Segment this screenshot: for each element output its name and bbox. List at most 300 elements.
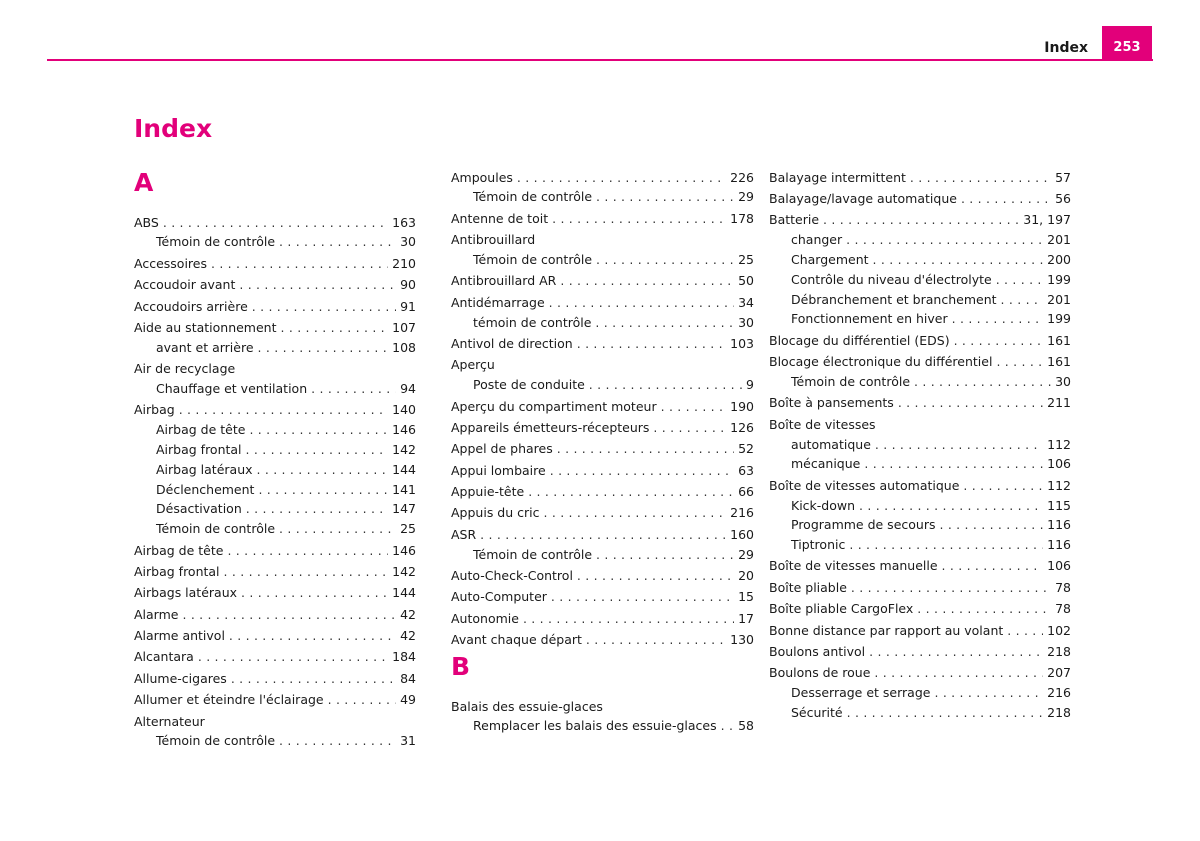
index-term: Accoudoirs arrière [134, 298, 248, 314]
index-entry [134, 359, 416, 379]
dot-leader [249, 420, 388, 440]
page-reference: 140 [392, 402, 416, 418]
index-term: Boîte pliable CargoFlex [769, 601, 914, 617]
index-term: Accessoires [134, 255, 207, 271]
page-reference: 107 [392, 319, 416, 335]
index-subentry [451, 375, 754, 395]
index-entry [134, 297, 416, 317]
index-subentry [451, 545, 754, 565]
page-reference: 199 [1047, 271, 1071, 287]
index-subentry [769, 270, 1071, 290]
index-term: Témoin de contrôle [473, 189, 593, 205]
page-reference: 190 [730, 398, 754, 414]
dot-leader [961, 189, 1051, 209]
dot-leader [996, 270, 1043, 290]
index-letter-heading: B [451, 652, 471, 682]
page-reference: 25 [738, 251, 754, 267]
page-reference: 144 [392, 461, 416, 477]
index-column-3 [769, 166, 1071, 723]
index-term: Poste de conduite [473, 377, 585, 393]
index-entry [769, 189, 1071, 209]
dot-leader [939, 515, 1043, 535]
index-term: Blocage du différentiel (EDS) [769, 332, 950, 348]
dot-leader [873, 250, 1044, 270]
index-term: Témoin de contrôle [473, 251, 593, 267]
page-reference: 226 [730, 169, 754, 185]
dot-leader [864, 454, 1043, 474]
dot-leader [279, 232, 396, 252]
page-reference: 78 [1055, 579, 1071, 595]
index-term: Appareils émetteurs-récepteurs [451, 419, 650, 435]
index-term: Boîte pliable [769, 579, 847, 595]
index-term: Chauffage et ventilation [156, 380, 308, 396]
index-term: mécanique [791, 456, 861, 472]
index-term: Fonctionnement en hiver [791, 311, 948, 327]
index-term: Appui lombaire [451, 462, 546, 478]
dot-leader [557, 439, 734, 459]
index-subentry [769, 250, 1071, 270]
index-entry [134, 562, 416, 582]
index-term: Airbag [134, 402, 175, 418]
index-term: Airbag frontal [156, 441, 242, 457]
page-reference: 207 [1047, 665, 1071, 681]
index-subentry [134, 731, 416, 751]
dot-leader [859, 496, 1043, 516]
index-term: Témoin de contrôle [156, 234, 276, 250]
dot-leader [847, 703, 1044, 723]
page-reference: 216 [730, 505, 754, 521]
page-reference: 25 [400, 521, 416, 537]
dot-leader [851, 578, 1051, 598]
dot-leader [577, 334, 726, 354]
dot-leader [589, 375, 742, 395]
index-term: Boulons antivol [769, 644, 866, 660]
index-entry [451, 609, 754, 629]
index-subentry [134, 499, 416, 519]
index-term: Desserrage et serrage [791, 685, 931, 701]
page-reference: 126 [730, 419, 754, 435]
dot-leader [544, 503, 727, 523]
page-reference: 163 [392, 214, 416, 230]
dot-leader [182, 605, 396, 625]
index-entry [769, 210, 1071, 230]
dot-leader [211, 254, 388, 274]
index-subentry [769, 230, 1071, 250]
index-term: Contrôle du niveau d'électrolyte [791, 271, 992, 287]
dot-leader [246, 440, 389, 460]
index-entry [769, 599, 1071, 619]
index-term: avant et arrière [156, 339, 254, 355]
page-reference: 91 [400, 298, 416, 314]
dot-leader [954, 331, 1044, 351]
page-reference: 108 [392, 339, 416, 355]
index-entry [451, 525, 754, 545]
dot-leader [1001, 290, 1044, 310]
dot-leader [849, 535, 1043, 555]
index-entry [769, 168, 1071, 188]
index-term: Batterie [769, 212, 820, 228]
index-subentry [769, 290, 1071, 310]
page-reference: 184 [392, 649, 416, 665]
index-term: Témoin de contrôle [473, 546, 593, 562]
index-term: Remplacer les balais des essuie-glaces [473, 718, 717, 734]
index-term: Chargement [791, 251, 869, 267]
dot-leader [258, 338, 389, 358]
page-reference: 84 [400, 670, 416, 686]
index-term: Airbag latéraux [156, 461, 253, 477]
index-entry [451, 439, 754, 459]
page-reference: 30 [400, 234, 416, 250]
dot-leader [279, 519, 396, 539]
page-reference: 31 [400, 733, 416, 749]
index-term: Alternateur [134, 713, 205, 729]
index-term: Allume-cigares [134, 670, 227, 686]
index-term: Boulons de roue [769, 665, 871, 681]
dot-leader [246, 499, 388, 519]
index-entry [134, 690, 416, 710]
page-reference: 102 [1047, 622, 1071, 638]
index-term: Kick-down [791, 497, 856, 513]
index-entry [451, 355, 754, 375]
index-subentry [769, 515, 1071, 535]
index-subentry [134, 480, 416, 500]
page-reference: 161 [1047, 354, 1071, 370]
index-entry [769, 556, 1071, 576]
index-term: Bonne distance par rapport au volant [769, 622, 1004, 638]
index-subentry [769, 703, 1071, 723]
index-entry [134, 541, 416, 561]
index-term: Antivol de direction [451, 335, 573, 351]
index-term: Allumer et éteindre l'éclairage [134, 692, 324, 708]
page-reference: 116 [1047, 537, 1071, 553]
index-term: Air de recyclage [134, 361, 236, 377]
index-entry [769, 352, 1071, 372]
dot-leader [179, 400, 388, 420]
running-header-label: Index [1044, 40, 1088, 56]
index-term: Autonomie [451, 610, 519, 626]
index-subentry [769, 454, 1071, 474]
index-subentry [769, 535, 1071, 555]
index-entry [769, 476, 1071, 496]
page-reference: 210 [392, 255, 416, 271]
dot-leader [229, 626, 396, 646]
dot-leader [257, 460, 389, 480]
index-entry [134, 712, 416, 732]
page-reference: 211 [1047, 395, 1071, 411]
index-subentry [134, 338, 416, 358]
page-reference: 147 [392, 501, 416, 517]
page-reference: 42 [400, 628, 416, 644]
dot-leader [239, 275, 396, 295]
index-term: automatique [791, 436, 871, 452]
index-entry [451, 168, 754, 188]
index-entry [134, 213, 416, 233]
index-term: Accoudoir avant [134, 277, 236, 293]
index-subentry [769, 309, 1071, 329]
page-reference: 90 [400, 277, 416, 293]
dot-leader [934, 683, 1043, 703]
dot-leader [279, 731, 396, 751]
dot-leader [846, 230, 1043, 250]
index-entry [451, 503, 754, 523]
page-title: Index [134, 114, 213, 143]
page-reference: 115 [1047, 497, 1071, 513]
index-subentry [134, 420, 416, 440]
index-term: Boîte de vitesses manuelle [769, 558, 938, 574]
index-term: Antidémarrage [451, 294, 545, 310]
page-reference: 199 [1047, 311, 1071, 327]
page-reference: 56 [1055, 190, 1071, 206]
dot-leader [241, 583, 388, 603]
index-entry [769, 621, 1071, 641]
page-reference: 49 [400, 692, 416, 708]
dot-leader [586, 630, 726, 650]
index-entry [134, 400, 416, 420]
index-term: ABS [134, 214, 159, 230]
index-subentry [451, 187, 754, 207]
index-term: Témoin de contrôle [791, 373, 911, 389]
index-term: Antibrouillard AR [451, 273, 557, 289]
index-term: Balais des essuie-glaces [451, 698, 603, 714]
dot-leader [227, 541, 388, 561]
index-entry [134, 254, 416, 274]
index-term: Airbags latéraux [134, 585, 238, 601]
dot-leader [595, 313, 734, 333]
dot-leader [917, 599, 1051, 619]
index-term: Balayage/lavage automatique [769, 190, 957, 206]
dot-leader [480, 525, 726, 545]
index-term: témoin de contrôle [473, 314, 592, 330]
index-entry [134, 669, 416, 689]
index-subentry [769, 683, 1071, 703]
dot-leader [653, 418, 726, 438]
index-term: ASR [451, 526, 477, 542]
index-term: Témoin de contrôle [156, 521, 276, 537]
dot-leader [528, 482, 734, 502]
index-subentry [769, 372, 1071, 392]
index-term: Appuis du cric [451, 505, 540, 521]
dot-leader [596, 545, 734, 565]
page-reference: 130 [730, 632, 754, 648]
dot-leader [823, 210, 1019, 230]
dot-leader [898, 393, 1043, 413]
page-reference: 146 [392, 422, 416, 438]
page-reference: 15 [738, 589, 754, 605]
dot-leader [163, 213, 388, 233]
index-term: Auto-Check-Control [451, 568, 573, 584]
index-entry [451, 230, 754, 250]
page-reference: 78 [1055, 601, 1071, 617]
dot-leader [952, 309, 1044, 329]
page-reference: 116 [1047, 517, 1071, 533]
index-term: Antibrouillard [451, 232, 536, 248]
dot-leader [224, 562, 389, 582]
dot-leader [517, 168, 726, 188]
index-term: Boîte à pansements [769, 395, 894, 411]
index-subentry [134, 379, 416, 399]
page-reference: 50 [738, 273, 754, 289]
index-entry [451, 418, 754, 438]
dot-leader [875, 435, 1043, 455]
index-entry [134, 605, 416, 625]
index-entry [134, 647, 416, 667]
page-reference: 31, 197 [1023, 212, 1071, 228]
dot-leader [328, 690, 396, 710]
dot-leader [552, 209, 726, 229]
index-term: Blocage électronique du différentiel [769, 354, 993, 370]
page-reference: 201 [1047, 232, 1071, 248]
page-number-badge: 253 [1102, 26, 1152, 60]
index-entry [134, 275, 416, 295]
page-reference: 142 [392, 441, 416, 457]
index-term: Alcantara [134, 649, 194, 665]
page-reference: 63 [738, 462, 754, 478]
page-reference: 112 [1047, 477, 1071, 493]
dot-leader [963, 476, 1043, 496]
index-term: Appuie-tête [451, 484, 525, 500]
page-reference: 66 [738, 484, 754, 500]
index-term: Airbag de tête [156, 422, 246, 438]
index-entry [451, 697, 754, 717]
index-term: Tiptronic [791, 537, 846, 553]
index-term: Déclenchement [156, 481, 255, 497]
page-reference: 52 [738, 441, 754, 457]
page-reference: 30 [1055, 373, 1071, 389]
page-reference: 94 [400, 380, 416, 396]
page-reference: 160 [730, 526, 754, 542]
index-term: Ampoules [451, 169, 513, 185]
page-reference: 200 [1047, 251, 1071, 267]
index-entry [769, 578, 1071, 598]
index-subentry [134, 440, 416, 460]
index-term: Aperçu [451, 357, 495, 373]
page-reference: 161 [1047, 332, 1071, 348]
dot-leader [550, 461, 734, 481]
page-reference: 42 [400, 606, 416, 622]
index-entry [769, 642, 1071, 662]
index-entry [451, 293, 754, 313]
index-entry [451, 630, 754, 650]
page-reference: 103 [730, 335, 754, 351]
index-entry [451, 566, 754, 586]
index-entry [451, 271, 754, 291]
index-subentry [451, 313, 754, 333]
page-reference: 106 [1047, 558, 1071, 574]
index-term: changer [791, 232, 843, 248]
index-term: Débranchement et branchement [791, 291, 997, 307]
index-term: Alarme antivol [134, 628, 225, 644]
dot-leader [942, 556, 1044, 576]
index-entry [451, 482, 754, 502]
page-reference: 201 [1047, 291, 1071, 307]
dot-leader [252, 297, 396, 317]
index-subentry [134, 460, 416, 480]
index-subentry [134, 232, 416, 252]
dot-leader [1007, 621, 1043, 641]
index-term: Désactivation [156, 501, 242, 517]
header-rule [47, 59, 1153, 61]
index-term: Airbag de tête [134, 542, 224, 558]
dot-leader [721, 716, 734, 736]
dot-leader [869, 642, 1043, 662]
dot-leader [996, 352, 1043, 372]
index-entry [769, 663, 1071, 683]
index-term: Alarme [134, 606, 179, 622]
index-term: Aperçu du compartiment moteur [451, 398, 657, 414]
index-entry [769, 331, 1071, 351]
dot-leader [596, 250, 734, 270]
page-reference: 30 [738, 314, 754, 330]
dot-leader [231, 669, 396, 689]
index-term: Boîte de vitesses automatique [769, 477, 960, 493]
index-entry [134, 626, 416, 646]
page-reference: 29 [738, 546, 754, 562]
dot-leader [596, 187, 734, 207]
page-reference: 141 [392, 481, 416, 497]
dot-leader [281, 318, 389, 338]
page-reference: 57 [1055, 169, 1071, 185]
dot-leader [523, 609, 734, 629]
page-reference: 106 [1047, 456, 1071, 472]
page-reference: 218 [1047, 644, 1071, 660]
dot-leader [661, 397, 727, 417]
index-subentry [451, 716, 754, 736]
page-reference: 17 [738, 610, 754, 626]
dot-leader [311, 379, 396, 399]
index-term: Boîte de vitesses [769, 416, 876, 432]
page-reference: 34 [738, 294, 754, 310]
index-entry [134, 318, 416, 338]
index-term: Programme de secours [791, 517, 936, 533]
dot-leader [198, 647, 388, 667]
page-reference: 29 [738, 189, 754, 205]
index-subentry [769, 435, 1071, 455]
index-entry [451, 461, 754, 481]
dot-leader [577, 566, 734, 586]
index-column-2 [451, 166, 754, 736]
index-term: Sécurité [791, 705, 843, 721]
page-reference: 144 [392, 585, 416, 601]
page-reference: 218 [1047, 705, 1071, 721]
index-entry [769, 393, 1071, 413]
page-reference: 142 [392, 563, 416, 579]
index-term: Antenne de toit [451, 210, 549, 226]
index-subentry [134, 519, 416, 539]
dot-leader [549, 293, 734, 313]
index-term: Aide au stationnement [134, 319, 277, 335]
index-term: Airbag frontal [134, 563, 220, 579]
page-reference: 58 [738, 718, 754, 734]
index-letter-heading: A [134, 168, 154, 197]
dot-leader [551, 587, 734, 607]
index-term: Témoin de contrôle [156, 733, 276, 749]
index-term: Auto-Computer [451, 589, 547, 605]
index-term: Balayage intermittent [769, 169, 906, 185]
index-term: Appel de phares [451, 441, 553, 457]
page-reference: 20 [738, 568, 754, 584]
index-column-1 [134, 166, 416, 751]
dot-leader [258, 480, 388, 500]
page-reference: 216 [1047, 685, 1071, 701]
index-subentry [451, 250, 754, 270]
dot-leader [910, 168, 1051, 188]
index-term: Avant chaque départ [451, 632, 582, 648]
index-entry [769, 415, 1071, 435]
index-entry [451, 587, 754, 607]
dot-leader [874, 663, 1043, 683]
index-subentry [769, 496, 1071, 516]
page-reference: 178 [730, 210, 754, 226]
